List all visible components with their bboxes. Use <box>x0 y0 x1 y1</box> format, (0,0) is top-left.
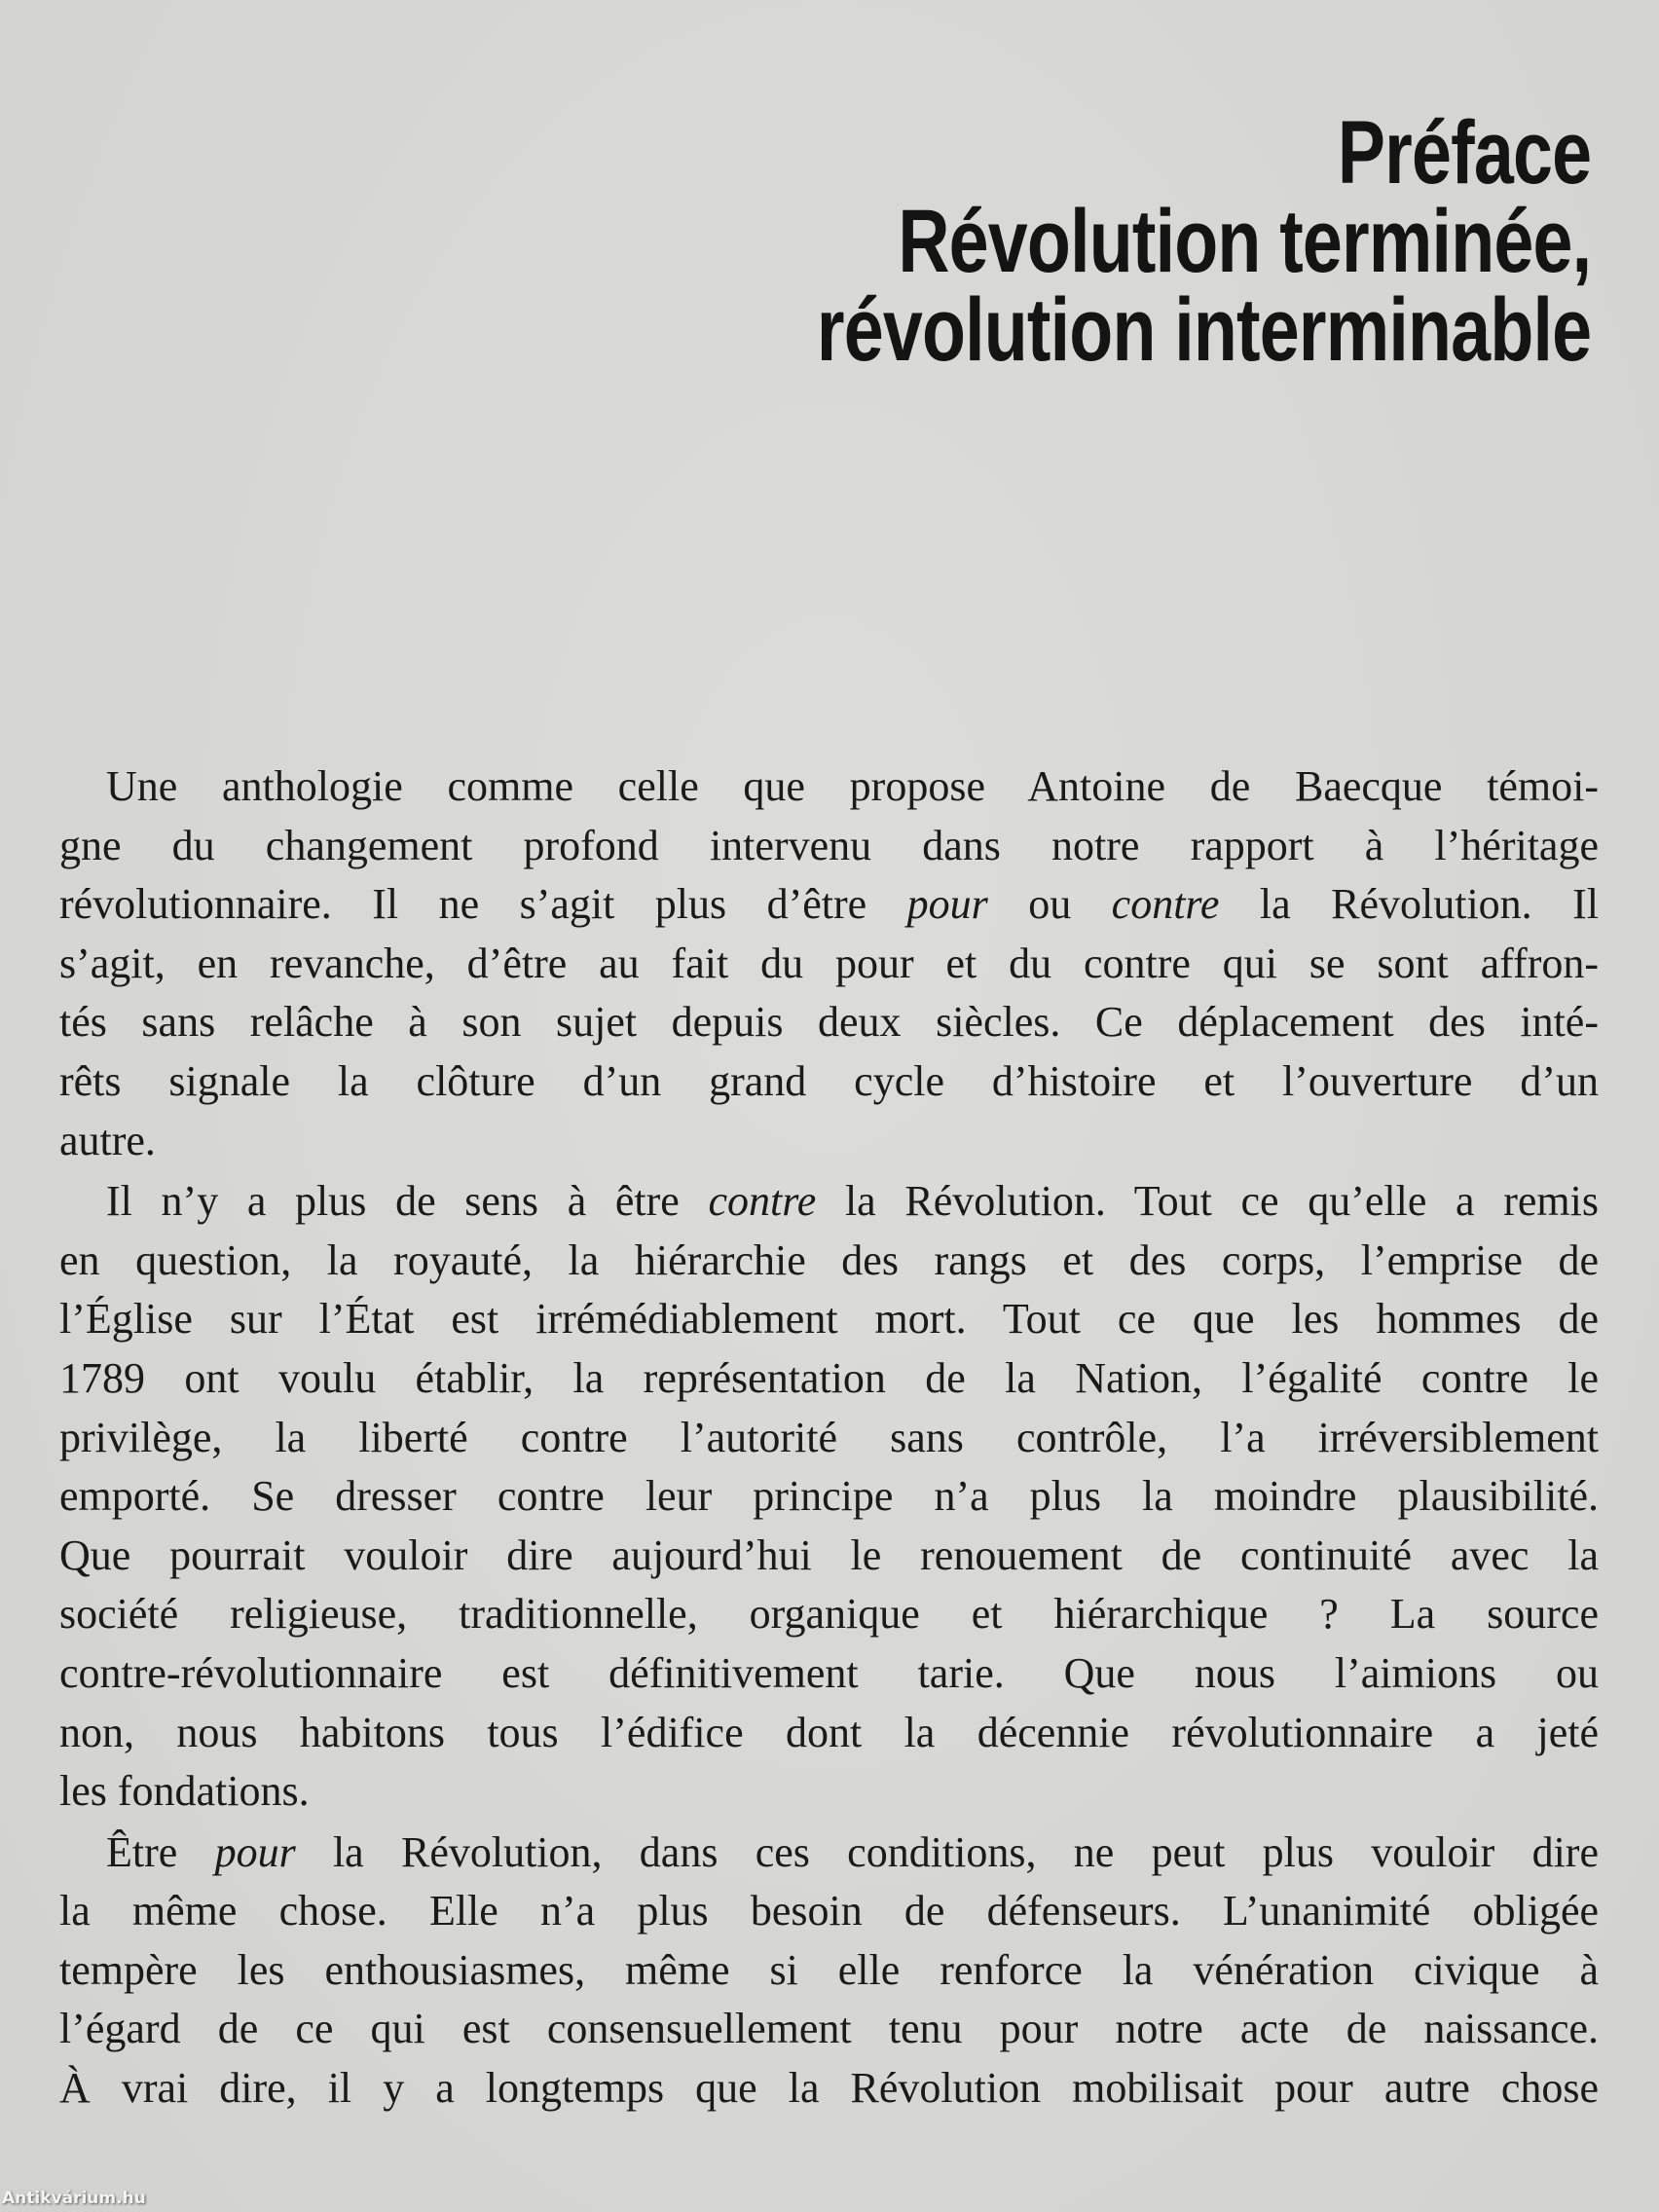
text-line: la même chose. Elle n’a plus besoin de défenseurs. L’unanimité obligée <box>59 1887 1599 1936</box>
italic-text: contre <box>708 1177 817 1226</box>
paragraph <box>59 1824 1599 2119</box>
text-line: 1789 ont voulu établir, la représentation de la Nation, l’égalité contre le <box>59 1353 1599 1402</box>
chapter-heading-line: Préface <box>1337 103 1591 203</box>
text-line: tempère les enthousiasmes, même si elle renforce la vénération civique à <box>59 1945 1599 1994</box>
text-line <box>59 875 1599 935</box>
text-line: autre. <box>59 1116 156 1164</box>
text-line: les fondations. <box>59 1767 310 1816</box>
text-line: tés sans relâche à son sujet depuis deux siècles. Ce déplacement des inté- <box>59 998 1599 1047</box>
body-text <box>59 757 1599 2120</box>
paragraph <box>59 757 1599 1170</box>
text-line: privilège, la liberté contre l’autorité sans contrôle, l’a irréversiblement <box>59 1413 1599 1461</box>
italic-text: pour <box>214 1827 296 1876</box>
text-line: non, nous habitons tous l’édifice dont la décennie révolutionnaire a jeté <box>59 1708 1599 1756</box>
text-line <box>59 1172 1599 1232</box>
watermark: Antikvárium.hu <box>2 2189 146 2208</box>
text-segment: la Révolution. Il <box>1219 880 1600 929</box>
text-segment: révolutionnaire. Il ne s’agit plus d’être <box>59 880 907 929</box>
text-line: emporté. Se dresser contre leur principe n’a plus la moindre plausibilité. <box>59 1472 1599 1521</box>
text-line: Que pourrait vouloir dire aujourd’hui le renouement de continuité avec la <box>59 1530 1599 1579</box>
text-line: contre-révolutionnaire est définitivement tarie. Que nous l’aimions ou <box>59 1648 1599 1697</box>
text-line <box>59 1824 1599 1883</box>
text-line: l’égard de ce qui est consensuellement tenu pour notre acte de naissance. <box>59 2005 1599 2053</box>
chapter-heading-line: révolution interminable <box>816 280 1591 380</box>
text-line: Une anthologie comme celle que propose Antoine de Baecque témoi- <box>106 762 1599 810</box>
text-line: rêts signale la clôture d’un grand cycle d’histoire et l’ouverture d’un <box>59 1056 1599 1105</box>
text-segment: ou <box>987 880 1112 929</box>
chapter-heading-line: Révolution terminée, <box>898 192 1591 291</box>
text-line: en question, la royauté, la hiérarchie des rangs et des corps, l’emprise de <box>59 1235 1599 1284</box>
text-segment: Il n’y a plus de sens à être <box>106 1177 709 1226</box>
text-segment: Être <box>106 1827 215 1876</box>
text-line: gne du changement profond intervenu dans notre rapport à l’héritage <box>59 821 1599 869</box>
text-line: société religieuse, traditionnelle, organique et hiérarchique ? La source <box>59 1590 1599 1639</box>
paragraph <box>59 1172 1599 1822</box>
italic-text: pour <box>906 880 988 929</box>
chapter-heading <box>623 103 1591 380</box>
text-line: À vrai dire, il y a longtemps que la Révolution mobilisait pour autre chose <box>59 2064 1599 2113</box>
text-segment: la Révolution. Tout ce qu’elle a remis <box>816 1177 1599 1226</box>
text-line: s’agit, en revanche, d’être au fait du pour et du contre qui se sont affron- <box>59 939 1599 987</box>
text-segment: la Révolution, dans ces conditions, ne peut plus vouloir dire <box>295 1827 1599 1876</box>
text-line: l’Église sur l’État est irrémédiablement mort. Tout ce que les hommes de <box>59 1295 1599 1344</box>
italic-text: contre <box>1111 880 1220 929</box>
